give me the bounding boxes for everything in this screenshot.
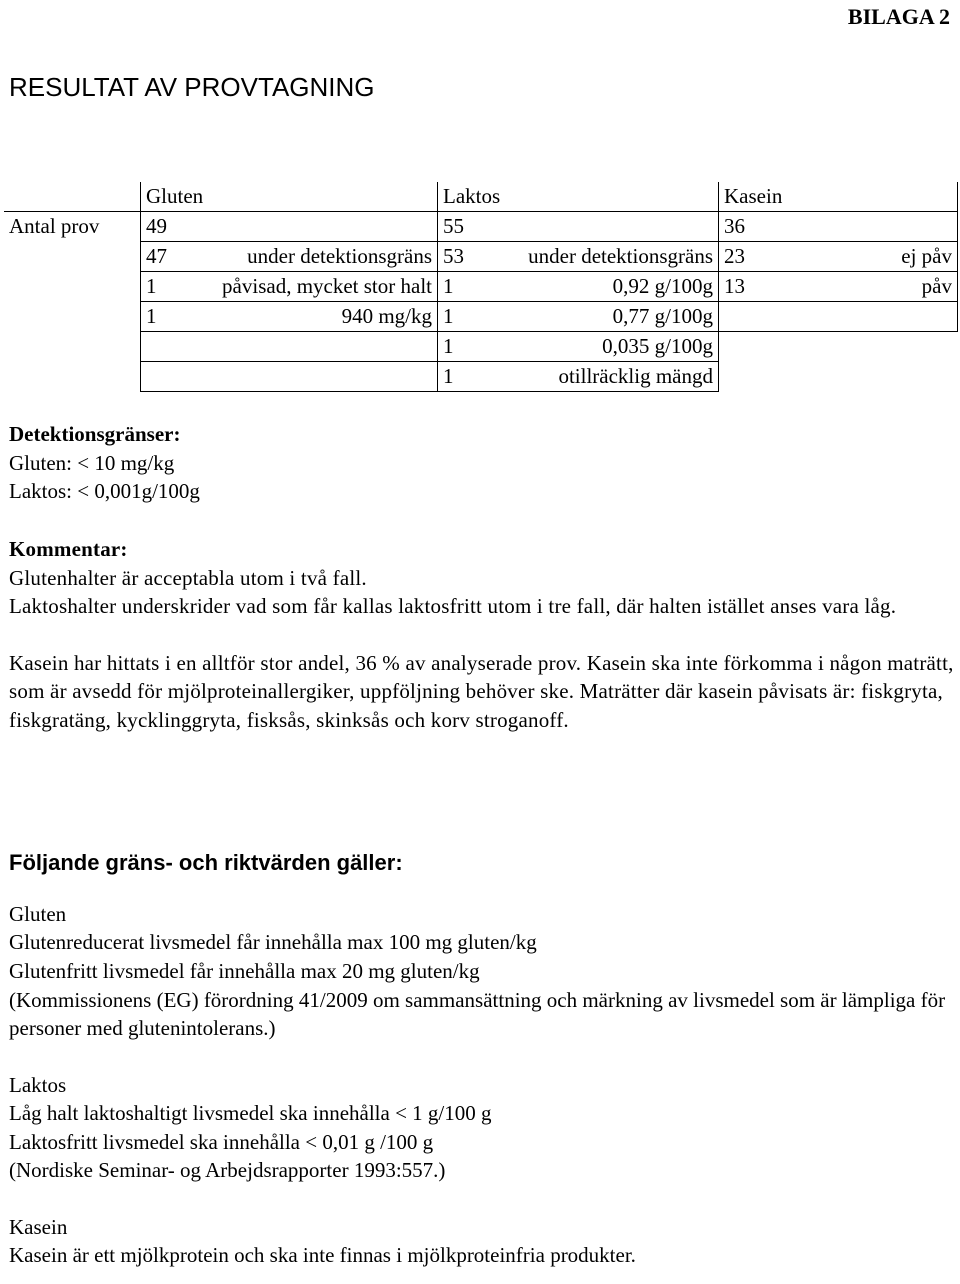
laktos-values xyxy=(9,1071,954,1185)
gluten-line-3: (Kommissionens (EG) förordning 41/2009 om sammansättning och märkning av livsmedel som är lämpliga för personer med glutenintolerans.) xyxy=(9,987,946,1041)
laktos-line-3: (Nordiske Seminar- og Arbejdsrapporter 1993:557.) xyxy=(9,1158,446,1183)
kasein-title: Kasein xyxy=(9,1214,68,1239)
laktos-count: 1 xyxy=(443,304,454,328)
gluten-count: 47 xyxy=(146,244,167,268)
table-row xyxy=(4,332,958,362)
kasein-values xyxy=(9,1213,954,1270)
comment-line-gluten: Glutenhalter är acceptabla utom i två fall. xyxy=(9,565,367,590)
gluten-line-2: Glutenfritt livsmedel får innehålla max 20 mg gluten/kg xyxy=(9,959,480,983)
gluten-result: 940 mg/kg xyxy=(341,304,432,328)
laktos-count: 1 xyxy=(443,334,454,358)
header-gluten: Gluten xyxy=(141,182,438,212)
page-title: RESULTAT AV PROVTAGNING xyxy=(9,72,375,102)
limit-values-section xyxy=(9,848,954,1270)
kasein-line-1: Kasein är ett mjölkprotein och ska inte finnas i mjölkproteinfria produkter. xyxy=(9,1243,636,1268)
comment-line-laktos: Laktoshalter underskrider vad som får kallas laktosfritt utom i tre fall, där halten istället anses vara låg. xyxy=(9,594,897,619)
laktos-result: 0,92 g/100g xyxy=(612,274,713,298)
laktos-count: 1 xyxy=(443,274,454,298)
header-laktos: Laktos xyxy=(438,182,719,212)
comment-heading: Kommentar: xyxy=(9,537,128,561)
table-row xyxy=(4,272,958,302)
gluten-line-1: Glutenreducerat livsmedel får innehålla max 100 mg gluten/kg xyxy=(9,930,537,955)
gluten-values xyxy=(9,900,954,1043)
results-table xyxy=(4,182,958,392)
comment-paragraph-kasein: Kasein har hittats i en alltför stor andel, 36 % av analyserade prov. Kasein ska inte förkomma i någon maträtt, som är avsedd för mjölproteinallergiker, uppföljning behöver ske. Maträtter där kasein påvisats är: fiskgryta, fiskgratäng, kycklinggryta, fisksås, skinksås och korv stroganoff. xyxy=(9,650,954,732)
detection-limit-gluten: Gluten: < 10 mg/kg xyxy=(9,450,175,475)
limit-values-heading: Följande gräns- och riktvärden gäller: xyxy=(9,850,403,875)
laktos-line-1: Låg halt laktoshaltigt livsmedel ska innehålla < 1 g/100 g xyxy=(9,1101,492,1126)
laktos-line-2: Laktosfritt livsmedel ska innehålla < 0,01 g /100 g xyxy=(9,1129,434,1154)
laktos-result: otillräcklig mängd xyxy=(558,364,713,388)
total-gluten: 49 xyxy=(141,212,438,242)
table-header-row xyxy=(4,182,958,212)
gluten-result: under detektionsgräns xyxy=(247,244,432,268)
kasein-result: ej påv xyxy=(901,244,952,268)
table-row xyxy=(4,242,958,272)
appendix-label: BILAGA 2 xyxy=(847,4,950,29)
gluten-result: påvisad, mycket stor halt xyxy=(222,274,432,298)
laktos-result: under detektionsgräns xyxy=(528,244,713,268)
gluten-title: Gluten xyxy=(9,901,67,926)
header-kasein: Kasein xyxy=(719,182,958,212)
comment-section xyxy=(9,535,954,734)
kasein-count: 23 xyxy=(724,244,745,268)
row-label: Antal prov xyxy=(4,212,141,242)
detection-limits-heading: Detektionsgränser: xyxy=(9,422,181,446)
laktos-result: 0,77 g/100g xyxy=(612,304,713,328)
kasein-result: påv xyxy=(921,274,952,298)
detection-limit-laktos: Laktos: < 0,001g/100g xyxy=(9,479,200,504)
table-row xyxy=(4,302,958,332)
table-row xyxy=(4,362,958,392)
total-laktos: 55 xyxy=(438,212,719,242)
laktos-title: Laktos xyxy=(9,1072,67,1097)
gluten-count: 1 xyxy=(146,304,157,328)
detection-limits xyxy=(9,420,954,506)
total-kasein: 36 xyxy=(719,212,958,242)
laktos-count: 1 xyxy=(443,364,454,388)
laktos-result: 0,035 g/100g xyxy=(602,334,713,358)
kasein-count: 13 xyxy=(724,274,745,298)
table-totals-row xyxy=(4,212,958,242)
gluten-count: 1 xyxy=(146,274,157,298)
laktos-count: 53 xyxy=(443,244,464,268)
